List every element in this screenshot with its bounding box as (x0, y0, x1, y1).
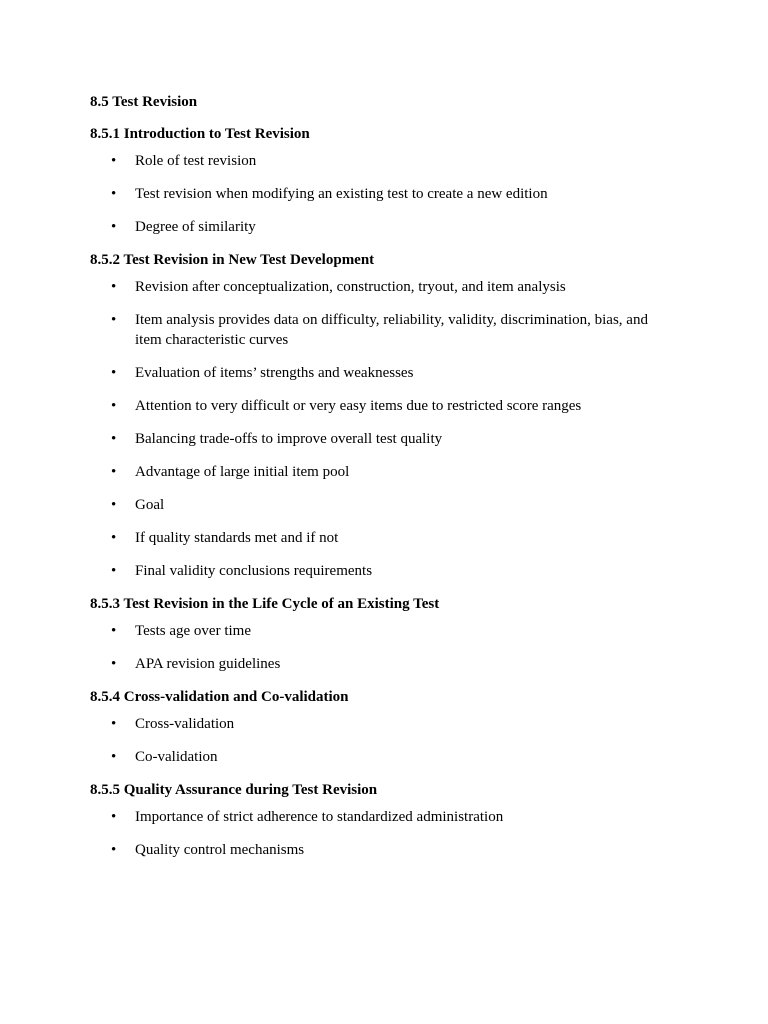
section-1 (90, 124, 670, 237)
list-item-text: Tests age over time (135, 623, 251, 639)
section-heading: 8.5.2 Test Revision in New Test Development (90, 252, 375, 268)
bullet-icon: • (111, 530, 117, 546)
list-item (90, 747, 670, 767)
list-item-text: Item analysis provides data on difficulty, reliability, validity, discrimination, bias, and item characteristic curves (135, 312, 648, 348)
list-item (90, 396, 670, 416)
section-heading: 8.5.1 Introduction to Test Revision (90, 126, 310, 142)
list-item (90, 363, 670, 383)
list-item (90, 528, 670, 548)
list-item (90, 310, 670, 350)
list-item (90, 184, 670, 204)
list-item-text: Role of test revision (135, 153, 257, 169)
section-heading: 8.5.5 Quality Assurance during Test Revision (90, 782, 378, 798)
list-item-text: Degree of similarity (135, 219, 256, 235)
bullet-icon: • (111, 623, 117, 639)
bullet-list (90, 807, 670, 860)
list-item-text: Revision after conceptualization, construction, tryout, and item analysis (135, 279, 566, 295)
bullet-icon: • (111, 749, 117, 765)
list-item-text: Importance of strict adherence to standardized administration (135, 809, 504, 825)
list-item-text: Advantage of large initial item pool (135, 464, 350, 480)
list-item-text: Co-validation (135, 749, 218, 765)
list-item (90, 277, 670, 297)
bullet-list (90, 714, 670, 767)
bullet-icon: • (111, 656, 117, 672)
list-item-text: Cross-validation (135, 716, 235, 732)
bullet-list (90, 151, 670, 237)
list-item (90, 840, 670, 860)
bullet-icon: • (111, 398, 117, 414)
bullet-list (90, 277, 670, 581)
bullet-icon: • (111, 563, 117, 579)
list-item (90, 217, 670, 237)
bullet-icon: • (111, 842, 117, 858)
list-item (90, 151, 670, 171)
list-item (90, 654, 670, 674)
bullet-icon: • (111, 219, 117, 235)
list-item (90, 561, 670, 581)
bullet-icon: • (111, 497, 117, 513)
list-item (90, 495, 670, 515)
bullet-icon: • (111, 365, 117, 381)
bullet-icon: • (111, 464, 117, 480)
list-item-text: If quality standards met and if not (135, 530, 339, 546)
bullet-icon: • (111, 431, 117, 447)
section-2 (90, 250, 670, 581)
bullet-icon: • (111, 186, 117, 202)
bullet-icon: • (111, 716, 117, 732)
bullet-list (90, 621, 670, 674)
bullet-icon: • (111, 153, 117, 169)
list-item (90, 621, 670, 641)
bullet-icon: • (111, 312, 117, 328)
section-heading: 8.5.4 Cross-validation and Co-validation (90, 689, 349, 705)
section-heading: 8.5.3 Test Revision in the Life Cycle of an Existing Test (90, 596, 440, 612)
bullet-icon: • (111, 809, 117, 825)
list-item-text: Goal (135, 497, 165, 513)
list-item (90, 714, 670, 734)
list-item-text: Balancing trade-offs to improve overall test quality (135, 431, 443, 447)
section-3 (90, 594, 670, 674)
list-item-text: Attention to very difficult or very easy items due to restricted score ranges (135, 398, 582, 414)
list-item-text: Test revision when modifying an existing test to create a new edition (135, 186, 548, 202)
list-item (90, 807, 670, 827)
list-item-text: Evaluation of items’ strengths and weaknesses (135, 365, 414, 381)
section-5 (90, 780, 670, 860)
document-title: 8.5 Test Revision (90, 94, 198, 110)
document-body (90, 124, 670, 860)
list-item-text: APA revision guidelines (135, 656, 281, 672)
section-4 (90, 687, 670, 767)
bullet-icon: • (111, 279, 117, 295)
list-item-text: Quality control mechanisms (135, 842, 305, 858)
list-item-text: Final validity conclusions requirements (135, 563, 373, 579)
list-item (90, 429, 670, 449)
list-item (90, 462, 670, 482)
document-page (90, 92, 670, 873)
